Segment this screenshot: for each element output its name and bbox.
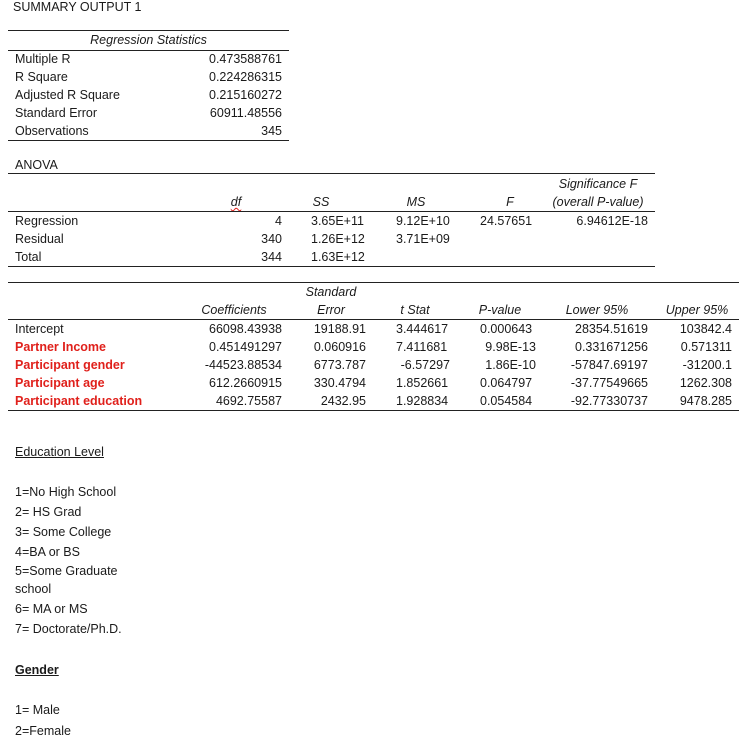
coef-header-coefficients: Coefficients [201,303,267,317]
stat-value: 0.215160272 [209,88,282,102]
anova-row-label: Total [15,250,42,264]
coef-header-upper95: Upper 95% [665,303,729,317]
anova-header-sig-line1: Significance F [558,177,638,191]
coef-header-se-line1: Standard [305,285,357,299]
divider [8,211,655,212]
anova-cell-f: 24.57651 [480,214,533,228]
p-cell: 0.054584 [480,394,533,408]
coef-row-label-participant-gender: Participant gender [15,358,125,372]
anova-header-df-text: df [230,195,242,209]
stat-value: 0.224286315 [209,70,282,84]
anova-title: ANOVA [15,158,58,172]
stat-label: Standard Error [15,106,97,120]
anova-cell-ss: 1.63E+12 [311,250,365,264]
anova-header-f: F [506,195,514,209]
education-legend-item: 2= HS Grad [15,505,82,519]
p-cell: 0.064797 [480,376,533,390]
p-cell: 9.98E-13 [485,340,536,354]
anova-row-label: Regression [15,214,79,228]
t-cell: 7.411681 [396,340,448,354]
se-cell: 6773.787 [313,358,366,372]
t-cell: 1.852661 [396,376,449,390]
anova-cell-sig: 6.94612E-18 [576,214,648,228]
coef-cell: 66098.43938 [209,322,282,336]
gender-legend-item: 1= Male [15,703,60,717]
stat-value: 0.473588761 [209,52,282,66]
upper-cell: 1262.308 [679,376,732,390]
coef-header-lower95: Lower 95% [565,303,629,317]
gender-legend-item: 2=Female [15,724,71,738]
upper-cell: -31200.1 [682,358,732,372]
divider [8,266,655,267]
se-cell: 2432.95 [320,394,366,408]
stat-label: Multiple R [15,52,71,66]
coef-header-se-line2: Error [317,303,345,317]
anova-header-ss: SS [312,195,330,209]
divider [8,50,289,51]
t-cell: 1.928834 [396,394,449,408]
education-legend-item: 1=No High School [15,485,117,499]
gender-legend-title: Gender [15,663,59,677]
upper-cell: 0.571311 [680,340,732,354]
stat-label: R Square [15,70,68,84]
anova-header-ms: MS [406,195,426,209]
anova-cell-df: 4 [275,214,282,228]
anova-cell-ss: 3.65E+11 [311,214,364,228]
coef-header-tstat: t Stat [400,303,430,317]
education-legend-item: 3= Some College [15,525,112,539]
lower-cell: 28354.51619 [575,322,648,336]
p-cell: 0.000643 [480,322,533,336]
education-legend-item: 5=Some Graduate [15,564,118,578]
anova-cell-ss: 1.26E+12 [311,232,365,246]
se-cell: 19188.91 [313,322,366,336]
divider [8,410,739,411]
anova-header-df [228,195,244,209]
t-cell: 3.444617 [396,322,449,336]
anova-header-sig-line2: (overall P-value) [552,195,644,209]
education-legend-item: 6= MA or MS [15,602,88,616]
anova-cell-ms: 3.71E+09 [396,232,450,246]
coef-row-label-partner-income: Partner Income [15,340,107,354]
coef-row-label-participant-age: Participant age [15,376,105,390]
coef-header-pvalue: P-value [478,303,522,317]
education-legend-item: 4=BA or BS [15,545,80,559]
stat-label: Adjusted R Square [15,88,120,102]
se-cell: 0.060916 [313,340,366,354]
lower-cell: -37.77549665 [570,376,648,390]
education-legend-item: school [15,582,52,596]
divider [8,282,739,283]
coef-cell: -44523.88534 [204,358,282,372]
coef-cell: 0.451491297 [209,340,282,354]
anova-row-label: Residual [15,232,64,246]
divider [8,30,289,31]
divider [8,173,655,174]
stat-value: 345 [261,124,282,138]
coef-row-label-intercept: Intercept [15,322,64,336]
lower-cell: -57847.69197 [570,358,648,372]
lower-cell: 0.331671256 [575,340,648,354]
upper-cell: 103842.4 [679,322,732,336]
coef-cell: 4692.75587 [215,394,282,408]
anova-cell-df: 340 [261,232,282,246]
education-legend-title: Education Level [15,445,104,459]
p-cell: 1.86E-10 [485,358,536,372]
stat-value: 60911.48556 [209,106,282,120]
lower-cell: -92.77330737 [570,394,648,408]
anova-cell-df: 344 [261,250,282,264]
education-legend-item: 7= Doctorate/Ph.D. [15,622,122,636]
t-cell: -6.57297 [400,358,450,372]
se-cell: 330.4794 [313,376,366,390]
upper-cell: 9478.285 [679,394,732,408]
divider [8,140,289,141]
summary-title: SUMMARY OUTPUT 1 [13,0,142,14]
anova-cell-ms: 9.12E+10 [396,214,450,228]
regression-statistics-header: Regression Statistics [90,33,207,47]
coef-row-label-participant-education: Participant education [15,394,143,408]
divider [8,319,739,320]
coef-cell: 612.2660915 [209,376,282,390]
stat-label: Observations [15,124,89,138]
